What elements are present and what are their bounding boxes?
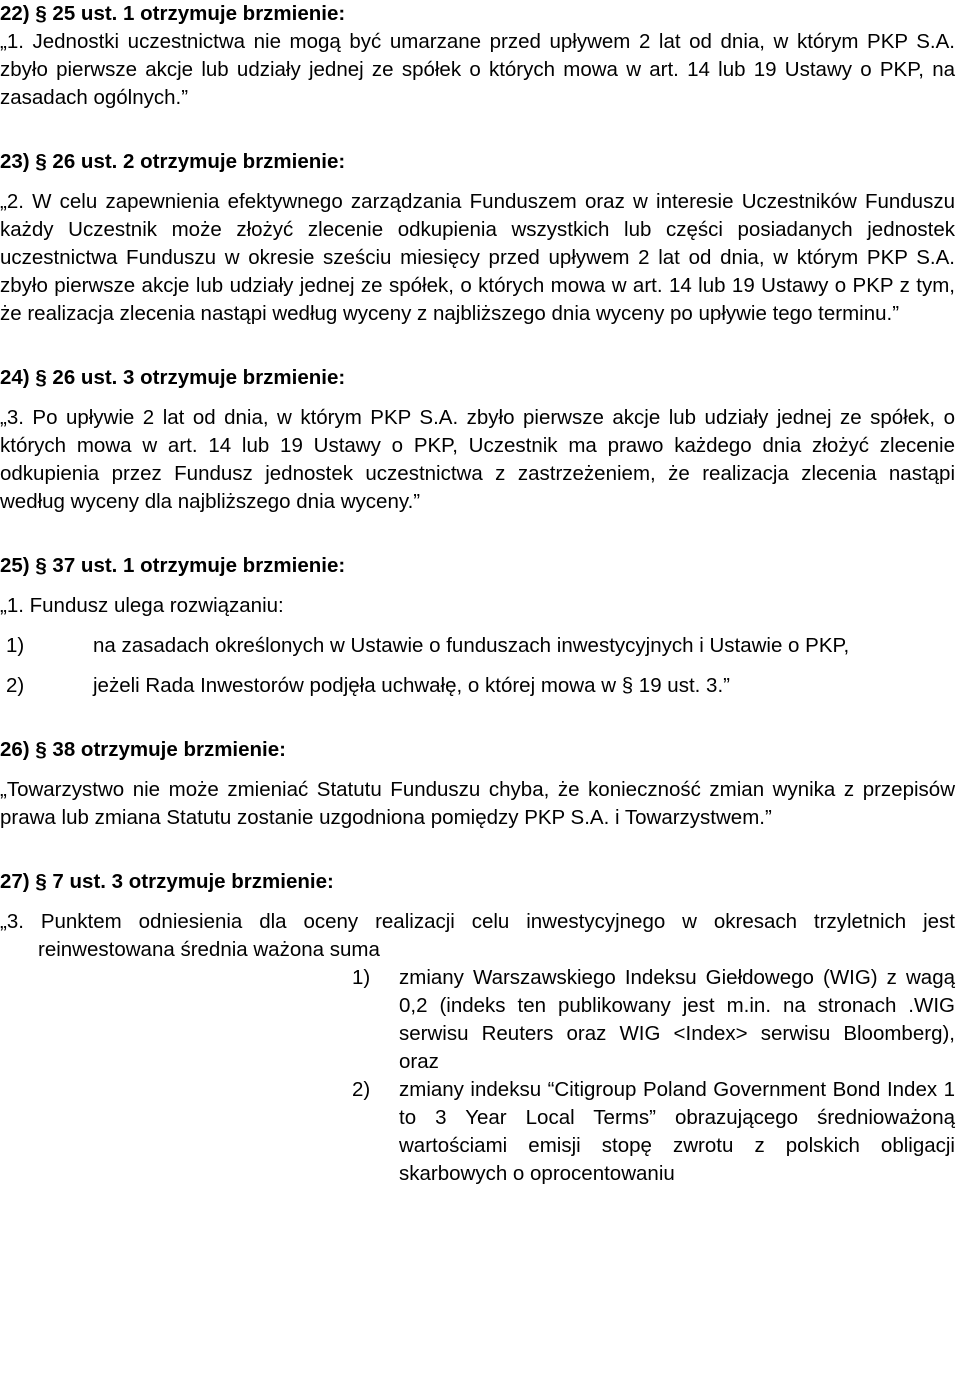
section-text: „Towarzystwo nie może zmieniać Statutu Funduszu chyba, że konieczność zmian wynika z przepisów prawa lub zmiana Statutu zostanie uzgodniona pomiędzy PKP S.A. i Towarzystwem.”: [0, 778, 955, 829]
list-item: [0, 672, 955, 700]
list-item-number: 1): [352, 966, 371, 989]
section-23: [0, 148, 955, 328]
section-heading: 26) § 38 otrzymuje brzmienie:: [0, 738, 286, 761]
section-24: [0, 364, 955, 516]
section-intro: „3. Punktem odniesienia dla oceny realizacji celu inwestycyjnego w okresach trzyletnich jest reinwestowana średnia ważona suma: [0, 910, 955, 961]
list-item: [0, 1076, 955, 1188]
list-item: [0, 964, 955, 1076]
list-item-text: jeżeli Rada Inwestorów podjęła uchwałę, o której mowa w § 19 ust. 3.”: [93, 674, 730, 697]
section-text: „3. Po upływie 2 lat od dnia, w którym PKP S.A. zbyło pierwsze akcje lub udziały jednej ze spółek, o których mowa w art. 14 lub 19 Ustawy o PKP, Uczestnik ma prawo każdego dnia złożyć zlecenie odkupienia przez Fundusz jednostek uczestnictwa z zastrzeżeniem, że realizacja zlecenia nastąpi według wyceny dla najbliższego dnia wyceny.”: [0, 406, 955, 513]
list-item-text: zmiany indeksu “Citigroup Poland Government Bond Index 1 to 3 Year Local Terms” obrazującego średnioważoną wartościami emisji stopę zwrotu z polskich obligacji skarbowych o oprocentowaniu: [399, 1078, 955, 1185]
list-item-number: 1): [6, 634, 25, 657]
section-22: [0, 0, 955, 112]
list-item-text: na zasadach określonych w Ustawie o funduszach inwestycyjnych i Ustawie o PKP,: [93, 634, 850, 657]
section-heading: 24) § 26 ust. 3 otrzymuje brzmienie:: [0, 366, 346, 389]
list-item-number: 2): [352, 1078, 371, 1101]
section-heading: 25) § 37 ust. 1 otrzymuje brzmienie:: [0, 554, 346, 577]
section-27: [0, 868, 955, 1188]
section-heading: 27) § 7 ust. 3 otrzymuje brzmienie:: [0, 870, 334, 893]
list-item: [0, 632, 955, 660]
section-26: [0, 736, 955, 832]
section-25: [0, 552, 955, 700]
list-item-number: 2): [6, 674, 25, 697]
section-text: „1. Jednostki uczestnictwa nie mogą być umarzane przed upływem 2 lat od dnia, w którym PKP S.A. zbyło pierwsze akcje lub udziały jednej ze spółek o których mowa w art. 14 lub 19 Ustawy o PKP, na zasadach ogólnych.”: [0, 30, 955, 109]
section-heading: 23) § 26 ust. 2 otrzymuje brzmienie:: [0, 150, 346, 173]
list-item-text: zmiany Warszawskiego Indeksu Giełdowego (WIG) z wagą 0,2 (indeks ten publikowany jest m.in. na stronach .WIG serwisu Reuters oraz WIG <Index> serwisu Bloomberg), oraz: [399, 966, 955, 1073]
section-text: „2. W celu zapewnienia efektywnego zarządzania Funduszem oraz w interesie Uczestników Funduszu każdy Uczestnik może złożyć zlecenie odkupienia wszystkich lub części posiadanych jednostek uczestnictwa Funduszu w okresie sześciu miesięcy przed upływem 2 lat od dnia, w którym PKP S.A. zbyło pierwsze akcje lub udziały jednej ze spółek, o których mowa w art. 14 lub 19 Ustawy o PKP z tym, że realizacja zlecenia nastąpi według wyceny z najbliższego dnia wyceny po upływie tego terminu.”: [0, 190, 955, 325]
numbered-list: [0, 964, 955, 1188]
section-intro: „1. Fundusz ulega rozwiązaniu:: [0, 594, 284, 617]
numbered-list: [0, 632, 955, 700]
section-heading: 22) § 25 ust. 1 otrzymuje brzmienie:: [0, 2, 346, 25]
